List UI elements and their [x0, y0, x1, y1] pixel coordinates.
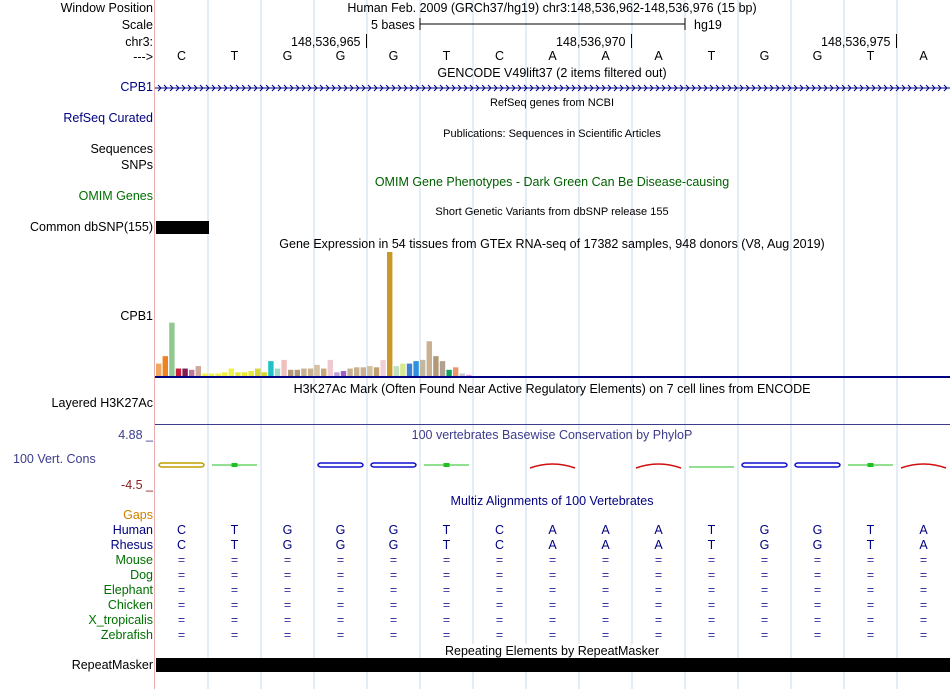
alignment-base: =	[336, 583, 345, 597]
conservation-mark	[232, 463, 238, 467]
alignment-base: =	[760, 613, 769, 627]
alignment-base: =	[919, 628, 928, 642]
alignment-base: T	[866, 538, 875, 552]
ruler-base: C	[176, 49, 187, 63]
alignment-base: =	[760, 598, 769, 612]
label-conservation[interactable]: 100 Vert. Cons	[13, 452, 96, 466]
alignment-base: =	[336, 553, 345, 567]
alignment-base: =	[283, 553, 292, 567]
gtex-tissue-bar	[182, 369, 187, 376]
ruler-base: T	[866, 49, 875, 63]
alignment-base: =	[230, 598, 239, 612]
repeatmasker-block[interactable]	[156, 658, 950, 672]
scale-bar	[155, 15, 950, 35]
alignment-base: =	[230, 613, 239, 627]
conservation-mark	[636, 464, 681, 468]
alignment-base: =	[601, 613, 610, 627]
alignment-base: T	[866, 523, 875, 537]
alignment-base: =	[548, 583, 557, 597]
gtex-tissue-bar	[255, 369, 260, 376]
label-gtex-gene[interactable]: CPB1	[120, 309, 153, 323]
gtex-tissue-bar	[387, 252, 392, 376]
ruler-coordinate: 148,536,975	[821, 35, 891, 49]
gtex-tissue-bar	[163, 356, 168, 376]
alignment-base: T	[230, 523, 239, 537]
alignment-base: =	[707, 628, 716, 642]
gtex-tissue-bar	[235, 372, 240, 376]
ruler-base: G	[388, 49, 399, 63]
alignment-base: G	[335, 538, 346, 552]
alignment-base: T	[230, 538, 239, 552]
ruler-tick	[631, 34, 632, 48]
ruler-tick	[366, 34, 367, 48]
gtex-tissue-bar	[215, 374, 220, 376]
species-label[interactable]: X_tropicalis	[88, 613, 153, 627]
alignment-base: =	[707, 568, 716, 582]
alignment-base: =	[813, 628, 822, 642]
alignment-base: =	[495, 583, 504, 597]
gtex-tissue-bar	[460, 374, 465, 376]
conservation-mark	[318, 463, 363, 467]
alignment-base: =	[654, 568, 663, 582]
alignment-base: =	[601, 583, 610, 597]
gtex-tissue-bar	[380, 360, 385, 376]
gtex-tissue-bar	[440, 361, 445, 376]
alignment-base: =	[230, 628, 239, 642]
alignment-base: =	[760, 583, 769, 597]
species-label[interactable]: Elephant	[103, 583, 153, 597]
alignment-base: =	[654, 553, 663, 567]
scale-assembly: hg19	[694, 18, 722, 32]
gtex-tissue-bar	[466, 375, 471, 376]
gtex-tissue-bar	[169, 323, 174, 376]
gtex-tissue-bar	[361, 367, 366, 376]
conservation-title: 100 vertebrates Basewise Conservation by PhyloP	[411, 428, 693, 442]
gtex-tissue-bar	[347, 369, 352, 376]
ruler-base: C	[494, 49, 505, 63]
refseq-title: RefSeq genes from NCBI	[489, 97, 615, 109]
alignment-base: =	[601, 598, 610, 612]
gtex-tissue-bar	[196, 366, 201, 376]
alignment-base: =	[283, 613, 292, 627]
label-snps[interactable]: SNPs	[121, 158, 153, 172]
ruler-base: T	[442, 49, 451, 63]
conservation-signal[interactable]	[155, 456, 950, 476]
gtex-tissue-bar	[268, 361, 273, 376]
alignment-base: =	[548, 553, 557, 567]
conservation-mark	[371, 463, 416, 467]
alignment-base: =	[919, 598, 928, 612]
h3k27ac-title: H3K27Ac Mark (Often Found Near Active Regulatory Elements) on 7 cell lines from ENCODE	[293, 382, 811, 396]
alignment-base: =	[919, 583, 928, 597]
alignment-base: =	[389, 553, 398, 567]
label-cons-min: -4.5 _	[121, 478, 153, 492]
species-label[interactable]: Human	[112, 523, 153, 537]
gtex-tissue-bar	[427, 341, 432, 376]
alignment-base: =	[230, 583, 239, 597]
alignment-base: =	[442, 583, 451, 597]
label-omim[interactable]: OMIM Genes	[78, 189, 153, 203]
alignment-base: T	[442, 523, 451, 537]
alignment-base: =	[866, 553, 875, 567]
alignment-base: =	[442, 613, 451, 627]
alignment-base: A	[601, 538, 610, 552]
alignment-base: =	[866, 613, 875, 627]
ruler-base: G	[282, 49, 293, 63]
alignment-base: =	[283, 568, 292, 582]
alignment-base: =	[707, 553, 716, 567]
alignment-base: =	[389, 568, 398, 582]
ruler-base: T	[707, 49, 716, 63]
alignment-base: =	[813, 568, 822, 582]
ruler-coordinate: 148,536,970	[556, 35, 626, 49]
publications-title: Publications: Sequences in Scientific Articles	[443, 128, 661, 140]
alignment-base: A	[654, 538, 663, 552]
gtex-tissue-bar	[413, 361, 418, 376]
alignment-base: A	[919, 538, 928, 552]
alignment-base: =	[707, 583, 716, 597]
alignment-base: =	[866, 628, 875, 642]
alignment-base: =	[760, 553, 769, 567]
alignment-base: =	[389, 583, 398, 597]
browser-image[interactable]	[155, 0, 950, 689]
alignment-base: =	[283, 583, 292, 597]
gtex-tissue-bar	[301, 369, 306, 376]
alignment-base: C	[494, 523, 505, 537]
alignment-base: G	[335, 523, 346, 537]
conservation-mark	[444, 463, 450, 467]
gtex-tissue-bar	[354, 367, 359, 376]
alignment-base: T	[707, 523, 716, 537]
alignment-base: G	[812, 538, 823, 552]
label-window-position[interactable]: Window Position	[60, 1, 153, 15]
gtex-tissue-bar	[446, 370, 451, 376]
alignment-base: A	[919, 523, 928, 537]
gtex-tissue-bar	[400, 364, 405, 376]
conservation-mark	[901, 464, 946, 468]
label-dbsnp[interactable]: Common dbSNP(155)	[30, 220, 153, 234]
gtex-tissue-bar	[275, 369, 280, 376]
label-scale[interactable]: Scale	[121, 18, 153, 32]
gtex-tissue-bar	[407, 364, 412, 376]
label-cons-max: 4.88 _	[118, 428, 153, 442]
label-gaps[interactable]: Gaps	[123, 508, 153, 522]
species-label[interactable]: Mouse	[115, 553, 153, 567]
conservation-mark	[795, 463, 840, 467]
gtex-tissue-bar	[433, 356, 438, 376]
dbsnp-variant[interactable]	[156, 221, 209, 234]
alignment-base: =	[336, 598, 345, 612]
gtex-tissue-bar	[367, 366, 372, 376]
alignment-base: G	[759, 538, 770, 552]
alignment-base: =	[230, 553, 239, 567]
ruler-base: A	[601, 49, 610, 63]
gtex-tissue-bar	[202, 374, 207, 376]
label-chrom[interactable]: chr3:	[125, 35, 153, 49]
label-refseq[interactable]: RefSeq Curated	[63, 111, 153, 125]
alignment-base: =	[177, 553, 186, 567]
alignment-base: T	[442, 538, 451, 552]
gtex-tissue-bar	[222, 372, 227, 376]
dbsnp-title: Short Genetic Variants from dbSNP release 155	[435, 206, 669, 218]
alignment-base: =	[548, 598, 557, 612]
alignment-base: =	[813, 613, 822, 627]
label-sequences[interactable]: Sequences	[90, 142, 153, 156]
alignment-base: =	[283, 628, 292, 642]
alignment-base: =	[389, 613, 398, 627]
species-label[interactable]: Zebrafish	[100, 628, 153, 642]
alignment-base: =	[654, 613, 663, 627]
alignment-base: =	[495, 598, 504, 612]
alignment-base: G	[388, 538, 399, 552]
alignment-base: =	[177, 583, 186, 597]
alignment-base: =	[813, 598, 822, 612]
ruler-coordinate: 148,536,965	[291, 35, 361, 49]
alignment-base: G	[759, 523, 770, 537]
gtex-tissue-bar	[374, 367, 379, 376]
omim-title: OMIM Gene Phenotypes - Dark Green Can Be Disease-causing	[374, 175, 730, 189]
ruler-tick	[896, 34, 897, 48]
alignment-base: =	[389, 628, 398, 642]
alignment-base: =	[707, 613, 716, 627]
alignment-base: =	[177, 628, 186, 642]
alignment-base: =	[442, 598, 451, 612]
conservation-mark	[159, 463, 204, 467]
alignment-base: =	[283, 598, 292, 612]
gtex-tissue-bar	[341, 371, 346, 376]
alignment-base: =	[813, 553, 822, 567]
repeatmasker-title: Repeating Elements by RepeatMasker	[442, 644, 662, 658]
gtex-tissue-bar	[176, 369, 181, 376]
alignment-base: =	[548, 568, 557, 582]
multiz-title: Multiz Alignments of 100 Vertebrates	[450, 494, 654, 508]
label-gencode-gene[interactable]: CPB1	[120, 80, 153, 94]
alignment-base: =	[548, 628, 557, 642]
alignment-base: =	[601, 553, 610, 567]
gtex-bar-chart[interactable]	[155, 250, 950, 380]
gtex-tissue-bar	[229, 369, 234, 376]
gtex-tissue-bar	[209, 374, 214, 376]
alignment-base: =	[336, 628, 345, 642]
alignment-base: =	[654, 598, 663, 612]
alignment-base: A	[548, 538, 557, 552]
alignment-base: =	[495, 628, 504, 642]
conservation-mark	[530, 464, 575, 468]
alignment-base: =	[866, 583, 875, 597]
label-strand[interactable]: --->	[133, 50, 153, 64]
alignment-base: =	[919, 553, 928, 567]
alignment-base: =	[442, 553, 451, 567]
gtex-tissue-bar	[295, 370, 300, 376]
species-label[interactable]: Rhesus	[110, 538, 153, 552]
alignment-base: =	[495, 553, 504, 567]
alignment-base: =	[601, 568, 610, 582]
ruler-base: T	[230, 49, 239, 63]
alignment-base: =	[336, 613, 345, 627]
conservation-mark	[868, 463, 874, 467]
scale-text: 5 bases	[371, 18, 415, 32]
ruler-base: A	[654, 49, 663, 63]
gtex-tissue-bar	[189, 370, 194, 376]
gtex-tissue-bar	[394, 366, 399, 376]
alignment-base: =	[813, 583, 822, 597]
gtex-tissue-bar	[281, 360, 286, 376]
ruler-base: A	[919, 49, 928, 63]
alignment-base: =	[760, 568, 769, 582]
alignment-base: =	[177, 598, 186, 612]
alignment-base: =	[654, 628, 663, 642]
label-h3k27ac[interactable]: Layered H3K27Ac	[51, 396, 153, 410]
gtex-tissue-bar	[334, 372, 339, 376]
alignment-base: C	[176, 523, 187, 537]
alignment-base: C	[176, 538, 187, 552]
alignment-base: G	[388, 523, 399, 537]
gencode-title: GENCODE V49lift37 (2 items filtered out)	[437, 66, 667, 80]
gtex-tissue-bar	[262, 372, 267, 376]
alignment-base: =	[177, 613, 186, 627]
alignment-base: A	[654, 523, 663, 537]
gtex-tissue-bar	[242, 372, 247, 376]
gtex-tissue-bar	[248, 371, 253, 376]
alignment-base: G	[282, 538, 293, 552]
alignment-base: =	[760, 628, 769, 642]
window-position-text: Human Feb. 2009 (GRCh37/hg19) chr3:148,536,962-148,536,976 (15 bp)	[347, 1, 757, 15]
gtex-tissue-bar	[314, 365, 319, 376]
ruler-base: G	[759, 49, 770, 63]
gtex-title: Gene Expression in 54 tissues from GTEx RNA-seq of 17382 samples, 948 donors (V8, Aug 2019)	[279, 237, 825, 251]
label-repeatmasker[interactable]: RepeatMasker	[71, 658, 153, 672]
alignment-base: =	[495, 613, 504, 627]
ruler-base: G	[812, 49, 823, 63]
alignment-base: G	[282, 523, 293, 537]
gtex-tissue-bar	[156, 364, 161, 376]
alignment-base: =	[866, 598, 875, 612]
alignment-base: =	[601, 628, 610, 642]
alignment-base: =	[442, 628, 451, 642]
gencode-gene-feature[interactable]	[155, 81, 950, 95]
alignment-base: G	[812, 523, 823, 537]
alignment-base: =	[389, 598, 398, 612]
alignment-base: =	[442, 568, 451, 582]
h3k27ac-baseline	[155, 424, 950, 425]
alignment-base: =	[230, 568, 239, 582]
species-label[interactable]: Dog	[130, 568, 153, 582]
gtex-tissue-bar	[308, 369, 313, 376]
alignment-base: =	[495, 568, 504, 582]
alignment-base: =	[177, 568, 186, 582]
alignment-base: =	[866, 568, 875, 582]
gtex-tissue-bar	[321, 369, 326, 376]
alignment-base: =	[707, 598, 716, 612]
gtex-tissue-bar	[453, 367, 458, 376]
alignment-base: =	[336, 568, 345, 582]
alignment-base: =	[654, 583, 663, 597]
alignment-base: =	[919, 568, 928, 582]
alignment-base: A	[601, 523, 610, 537]
species-label[interactable]: Chicken	[107, 598, 153, 612]
alignment-base: C	[494, 538, 505, 552]
ruler-base: G	[335, 49, 346, 63]
alignment-base: T	[707, 538, 716, 552]
ruler-base: A	[548, 49, 557, 63]
gtex-tissue-bar	[420, 360, 425, 376]
alignment-base: =	[548, 613, 557, 627]
alignment-base: A	[548, 523, 557, 537]
conservation-mark	[742, 463, 787, 467]
gtex-tissue-bar	[288, 370, 293, 376]
gtex-tissue-bar	[328, 360, 333, 376]
alignment-base: =	[919, 613, 928, 627]
